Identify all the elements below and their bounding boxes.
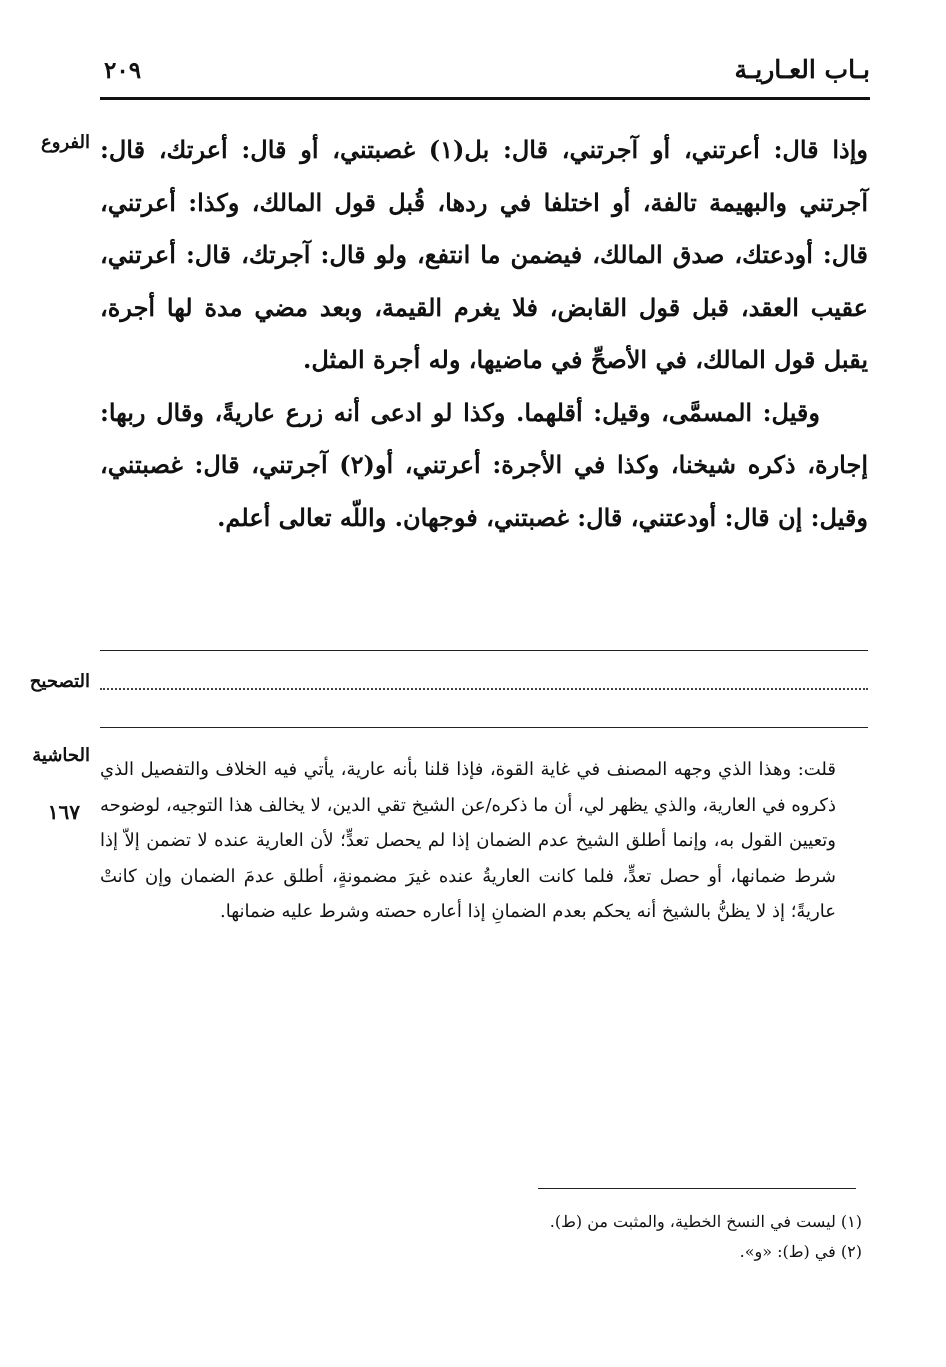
- hashiya-text: [100, 752, 836, 930]
- footnotes: [400, 1207, 862, 1267]
- footnote-2: (٢) في (ط): «و».: [739, 1242, 862, 1261]
- section-label-furu: الفروع: [41, 132, 90, 153]
- hashiya-paragraph: قلت: وهذا الذي وجهه المصنف في غاية القوة، فإذا قلنا بأنه عارية، يأتي فيه الخلاف والتفصيل الذي ذكروه في العارية، والذي يظهر لي، أن ما ذكره/عن الشيخ تقي الدين، لا يخالف هذا التوجيه، لوضوحه وتعيين القول به، وإنما أطلق الشيخ عدم الضمان إذا لم يحصل تعدٍّ؛ لأن العارية عنده لا تضمن إلاّ إذا شرط ضمانها، أو حصل تعدٍّ، فلما كانت العاريةُ عنده غيرَ مضمونةٍ، أطلق عدمَ الضمان وإن كانتْ عاريةً؛ إذ لا يظنُّ بالشيخ أنه يحكم بعدم الضمانِ إذا أعاره حصته وشرط عليه ضمانها.: [100, 759, 836, 922]
- section-divider-bottom: [100, 727, 868, 728]
- main-text: [100, 124, 868, 544]
- section-divider-top: [100, 650, 868, 651]
- main-paragraph-1: وإذا قال: أعرتني، أو آجرتني، قال: بل(١) غصبتني، أو قال: أعرتك، قال: آجرتني والبهيمة تالفة، أو اختلفا في ردها، قُبل قول المالك، وكذا: أعرتني، قال: أودعتك، صدق المالك، فيضمن ما انتفع، ولو قال: آجرتك، قال: أعرتني، عقيب العقد، قبل قول القابض، فلا يغرم القيمة، وبعد مضي مدة لها أجرة، يقبل قول المالك، في الأصحِّ في ماضيها، وله أجرة المثل.: [100, 135, 868, 374]
- footnote-rule: [538, 1188, 856, 1189]
- section-label-hashiya: الحاشية: [32, 745, 90, 766]
- page-header: [100, 55, 870, 95]
- footnote-1: (١) ليست في النسخ الخطية، والمثبت من (ط).: [549, 1212, 862, 1231]
- chapter-title: بـاب العـاريـة: [734, 55, 870, 84]
- page-number: ٢٠٩: [104, 57, 142, 84]
- tashih-dotted-line: [100, 688, 868, 690]
- header-rule: [100, 97, 870, 100]
- hashiya-reference-number: ١٦٧: [47, 800, 80, 824]
- main-paragraph-2: وقيل: المسمَّى، وقيل: أقلهما. وكذا لو ادعى أنه زرع عاريةً، وقال ربها: إجارة، ذكره شيخنا، وكذا في الأجرة: أعرتني، أو(٢) آجرتني، قال: غصبتني، وقيل: إن قال: أودعتني، قال: غصبتني، فوجهان. واللّه تعالى أعلم.: [100, 397, 868, 532]
- section-label-tashih: التصحيح: [29, 671, 90, 692]
